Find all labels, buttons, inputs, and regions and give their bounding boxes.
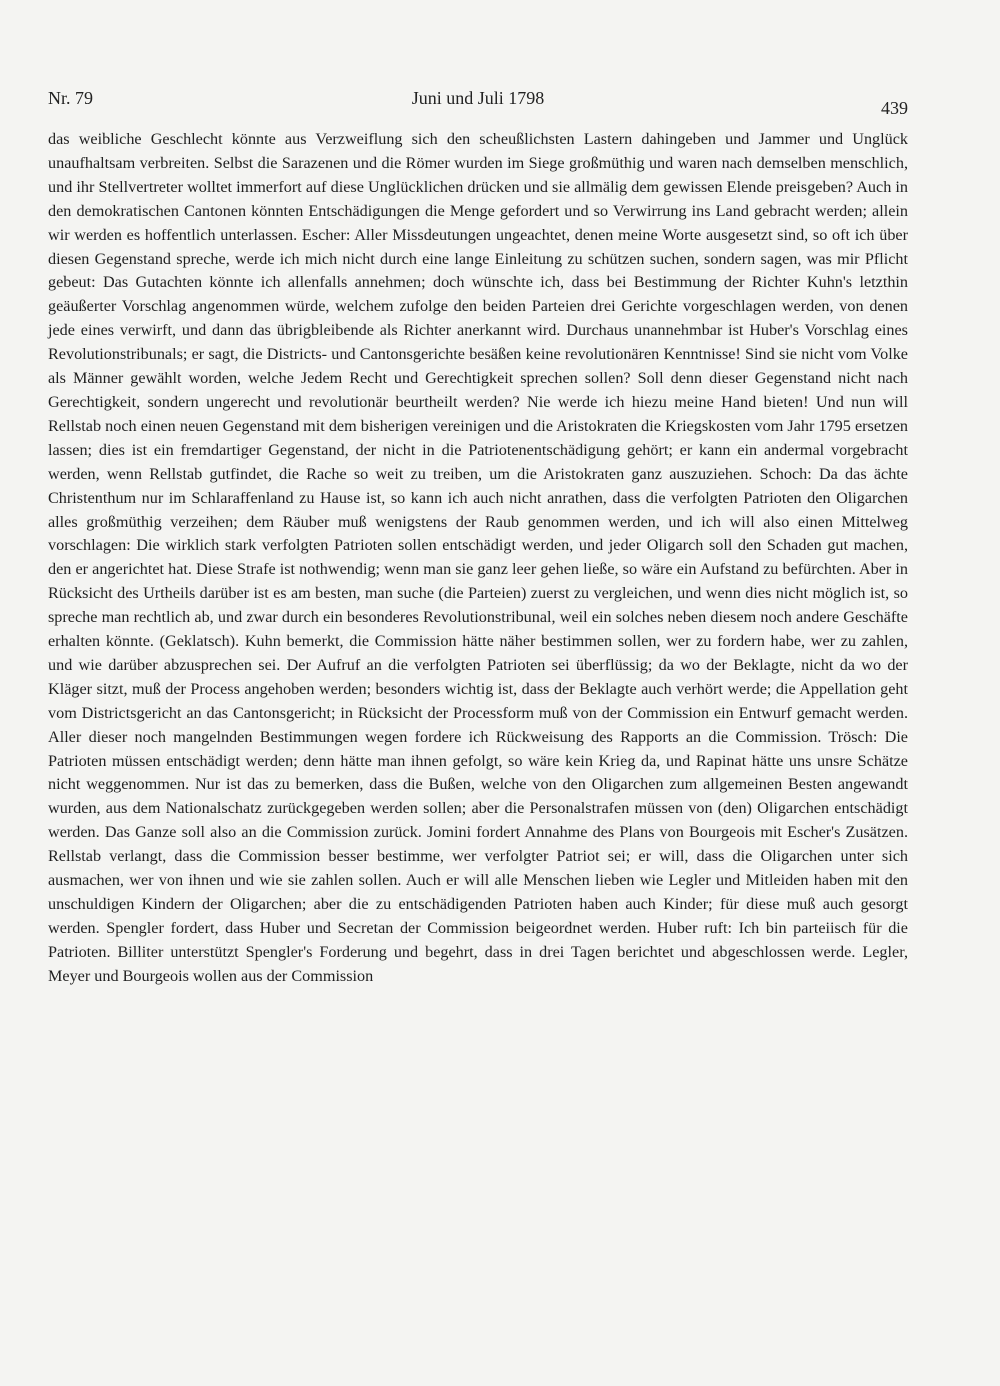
page-number: 439 (881, 98, 908, 118)
body-text (48, 128, 908, 989)
document-number: Nr. 79 (48, 88, 93, 108)
main-paragraph: das weibliche Geschlecht könnte aus Verzweiflung sich den scheußlichsten Lastern dahingeben und Jammer und Unglück unaufhaltsam verbreiten. Selbst die Sarazenen und die Römer wurden im Siege großmüthig und waren nach demselben menschlich, und ihr Stellvertreter wolltet immerfort auf diese Unglücklichen drücken und sie allmälig dem gewissen Elende preisgeben? Auch in den demokratischen Cantonen könnten Entschädigungen die Menge gefordert und so Verwirrung ins Land gebracht werden; allein wir werden es hoffentlich unterlassen. Escher: Aller Missdeutungen ungeachtet, denen meine Worte ausgesetzt sind, so oft ich über diesen Gegenstand spreche, werde ich mich nicht durch eine lange Einleitung zu schützen suchen, sondern sagen, was mir Pflicht gebeut: Das Gutachten könnte ich allenfalls annehmen; doch wünschte ich, dass bei Bestimmung der Richter Kuhn's letzthin geäußerter Vorschlag angenommen würde, welchem zufolge den beiden Parteien drei Gerichte vorgeschlagen werden, von denen jede eines verwirft, und dann das übrigbleibende als Richter anerkannt wird. Durchaus unannehmbar ist Huber's Vorschlag eines Revolutionstribunals; er sagt, die Districts- und Cantonsgerichte besäßen keine revolutionären Kenntnisse! Sind sie nicht vom Volke als Männer gewählt worden, welche Jedem Recht und Gerechtigkeit sprechen sollen? Soll denn dieser Gegenstand nicht nach Gerechtigkeit, sondern ungerecht und revolutionär beurtheilt werden? Nie werde ich hiezu meine Hand bieten! Und nun will Rellstab noch einen neuen Gegenstand mit dem bisherigen vereinigen und die Aristokraten die Kriegskosten vom Jahr 1795 ersetzen lassen; dies ist ein fremdartiger Gegenstand, der nicht in die Patriotenentschädigung gehört; er kann ein andermal vorgebracht werden, wenn Rellstab gutfindet, die Rache so weit zu treiben, um die Aristokraten ganz auszuziehen. Schoch: Da das ächte Christenthum nur im Schlaraffenland zu Hause ist, so kann ich auch nicht anrathen, dass die verfolgten Patrioten den Oligarchen alles großmüthig verzeihen; dem Räuber muß wenigstens der Raub genommen werden, und ich will also einen Mittelweg vorschlagen: Die wirklich stark verfolgten Patrioten sollen entschädigt werden, und jeder Oligarch soll den Schaden gut machen, den er angerichtet hat. Diese Strafe ist nothwendig; wenn man sie ganz leer gehen ließe, so wäre ein Aufstand zu befürchten. Aber in Rücksicht des Urtheils darüber ist es am besten, man suche (die Parteien) zuerst zu vergleichen, und wenn dies nicht möglich ist, so spreche man rechtlich ab, und zwar durch ein besonderes Revolutionstribunal, weil ein solches neben diesem noch andere Geschäfte erhalten könnte. (Geklatsch). Kuhn bemerkt, die Commission hätte näher bestimmen sollen, wer zu fordern habe, wer zu zahlen, und wie darüber abzusprechen sei. Der Aufruf an die verfolgten Patrioten sei überflüssig; da wo der Beklagte, nicht da wo der Kläger sitzt, muß der Process angehoben werden; besonders wichtig ist, dass der Beklagte auch verhört werde; die Appellation geht vom Districtsgericht an das Cantonsgericht; in Rücksicht der Processform muß von der Commission ein Entwurf gemacht werden. Aller dieser noch mangelnden Bestimmungen wegen fordere ich Rückweisung des Rapports an die Commission. Trösch: Die Patrioten müssen entschädigt werden; denn hätte man ihnen gefolgt, so wäre kein Krieg da, und Rapinat hätte uns unsre Schätze nicht weggenommen. Nur ist das zu bemerken, dass die Bußen, welche von den Oligarchen zum allgemeinen Besten angewandt wurden, aus dem Nationalschatz zurückgegeben werden sollen; aber die Personalstrafen müssen von (den) Oligarchen entschädigt werden. Das Ganze soll also an die Commission zurück. Jomini fordert Annahme des Plans von Bourgeois mit Escher's Zusätzen. Rellstab verlangt, dass die Commission besser bestimme, wer verfolgter Patriot sei; er will, dass die Oligarchen unter sich ausmachen, wer von ihnen und wie sie zahlen sollen. Auch er will alle Menschen lieben wie Legler und Mitleiden haben mit den unschuldigen Kindern der Oligarchen; aber die zu entschädigenden Patrioten haben auch Kinder; für diese muß auch gesorgt werden. Spengler fordert, dass Huber und Secretan der Commission beigeordnet werden. Huber ruft: Ich bin parteiisch für die Patrioten. Billiter unterstützt Spengler's Forderung und begehrt, dass in drei Tagen berichtet und abgeschlossen werde. Legler, Meyer und Bourgeois wollen aus der Commission (48, 130, 908, 985)
running-title: Juni und Juli 1798 (411, 88, 545, 108)
page-header (48, 88, 908, 118)
